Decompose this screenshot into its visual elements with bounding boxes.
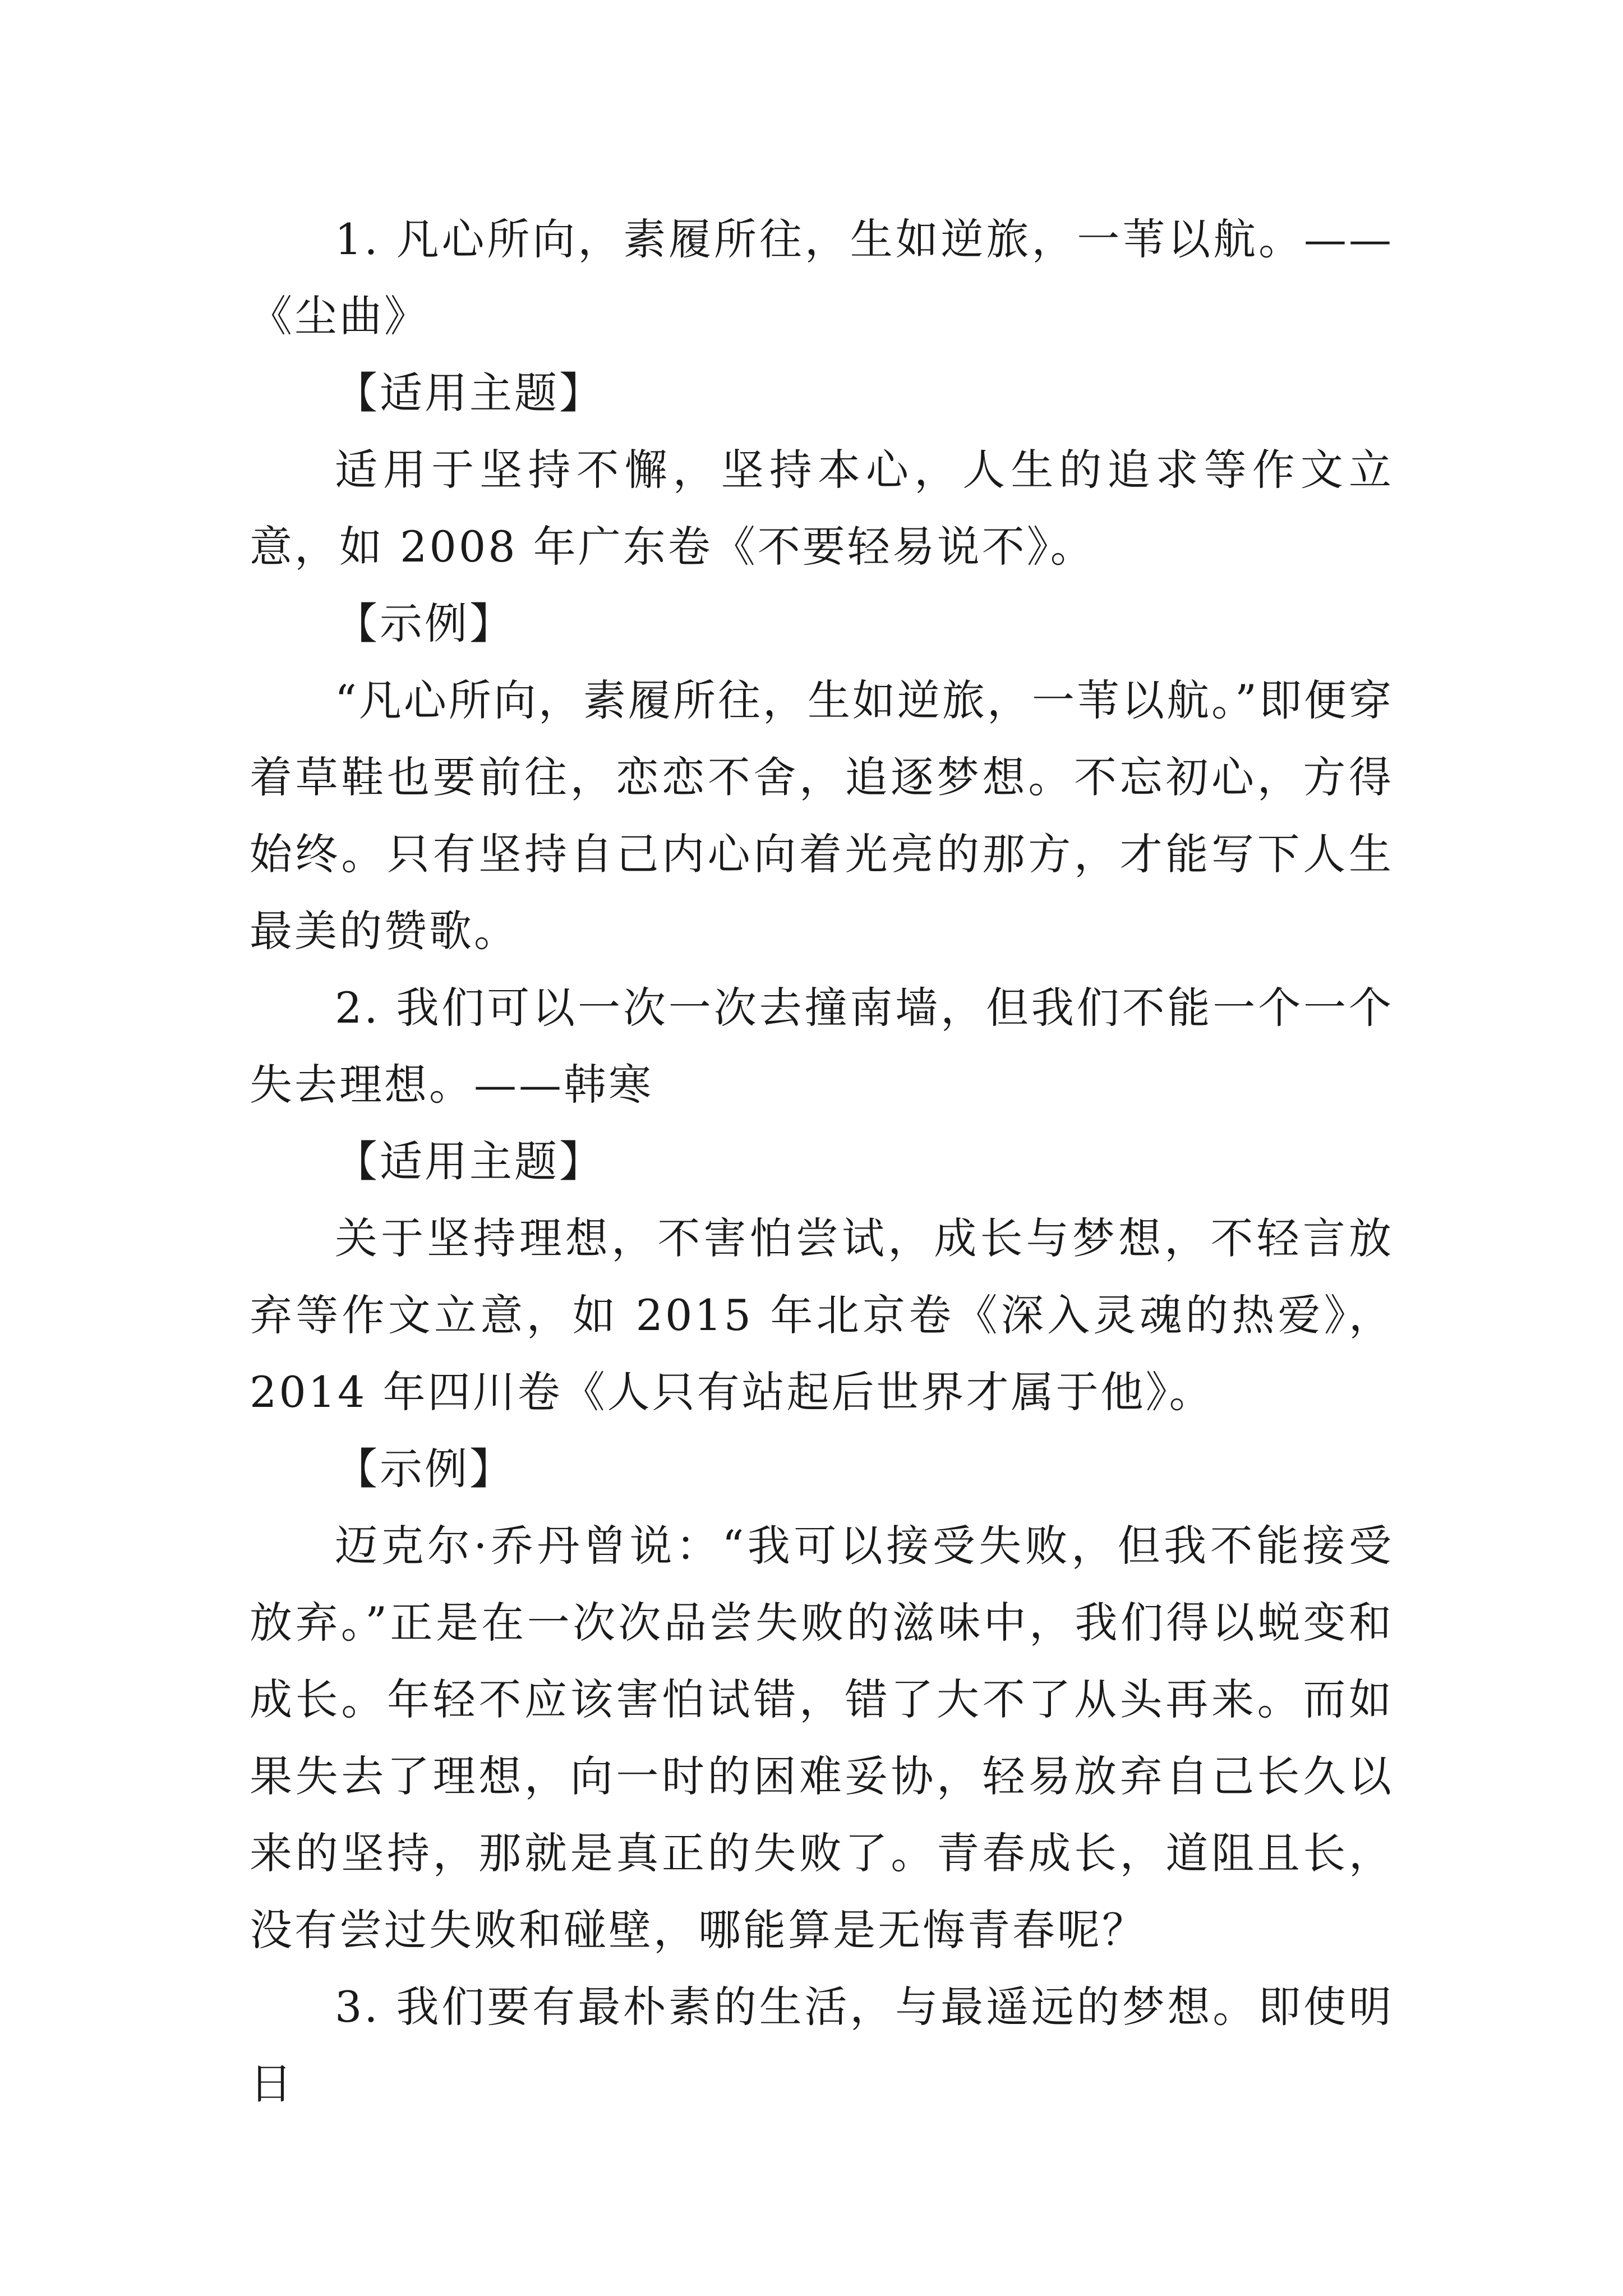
quote-1-title: 1. 凡心所向，素履所往，生如逆旅，一苇以航。——《尘曲》	[250, 214, 1394, 341]
example-label-2: 【示例】	[335, 1444, 514, 1494]
example-text-2: 迈克尔·乔丹曾说：“我可以接受失败，但我不能接受放弃。”正是在一次次品尝失败的滋味中，我们得以蜕变和成长。年轻不应该害怕试错，错了大不了从头再来。而如果失去了理想，向一时的困难妥协，轻易放弃自己长久以来的坚持，那就是真正的失败了。青春成长，道阻且长，没有尝过失败和碰壁，哪能算是无悔青春呢？	[250, 1521, 1394, 1955]
example-label-1: 【示例】	[335, 599, 514, 648]
applicable-theme-label-1: 【适用主题】	[335, 368, 604, 418]
applicable-theme-text-1: 适用于坚持不懈，坚持本心，人生的追求等作文立意，如 2008 年广东卷《不要轻易说不》。	[250, 445, 1394, 572]
example-text-1: “凡心所向，素履所往，生如逆旅，一苇以航。”即便穿着草鞋也要前往，恋恋不舍，追逐梦想。不忘初心，方得始终。只有坚持自己内心向着光亮的那方，才能写下人生最美的赞歌。	[250, 675, 1394, 956]
document-body	[250, 201, 1394, 2122]
applicable-theme-text-2: 关于坚持理想，不害怕尝试，成长与梦想，不轻言放弃等作文立意，如 2015 年北京卷《深入灵魂的热爱》，2014 年四川卷《人只有站起后世界才属于他》。	[250, 1213, 1394, 1417]
applicable-theme-label-2: 【适用主题】	[335, 1137, 604, 1186]
quote-2-title: 2. 我们可以一次一次去撞南墙，但我们不能一个一个失去理想。——韩寒	[250, 983, 1394, 1110]
quote-3-title: 3. 我们要有最朴素的生活，与最遥远的梦想。即使明日	[250, 1982, 1394, 2109]
